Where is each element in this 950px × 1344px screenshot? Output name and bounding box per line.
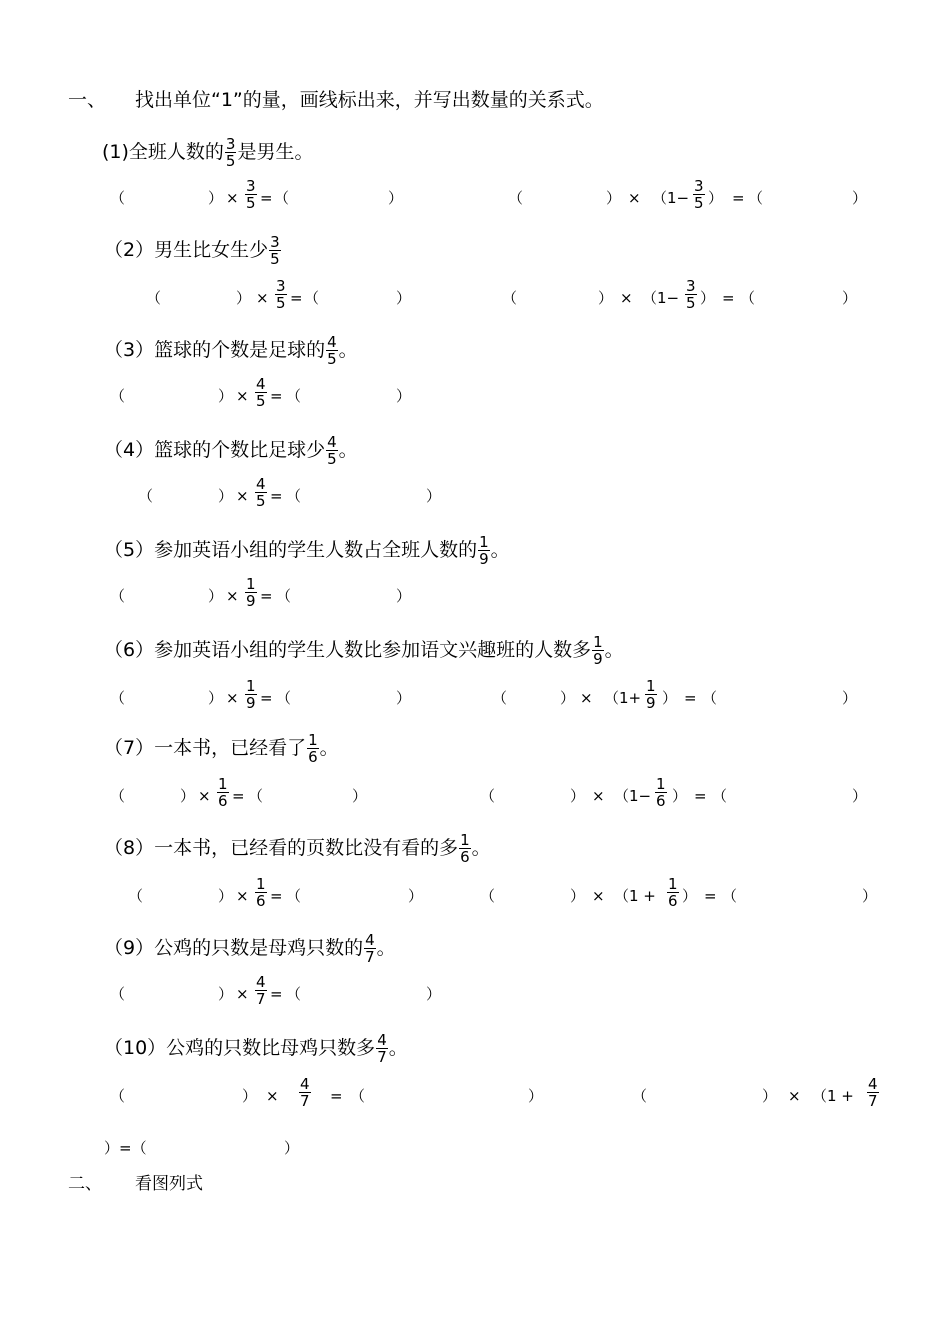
fraction: $\frac{1}{6}$ — [460, 831, 470, 866]
fraction: $\frac{3}{5}$ — [276, 277, 286, 312]
section-1-title: 找出单位“1”的量，画线标出来，并写出数量的关系式。 — [135, 89, 604, 111]
fraction: $\frac{1}{6}$ — [308, 731, 318, 766]
section-1-number: 一、 — [68, 89, 107, 111]
equation-5: （ ） × $\frac{1}{9}$ = （ ） — [110, 575, 412, 610]
equation-10a: （ ） × $\frac{4}{7}$ = （ ） — [110, 1075, 544, 1110]
equation-8a: （ ） × $\frac{1}{6}$ = （ ） — [128, 875, 424, 910]
fraction: $\frac{1}{6}$ — [668, 875, 678, 910]
fraction: $\frac{1}{9}$ — [593, 633, 603, 668]
fraction: $\frac{4}{7}$ — [300, 1075, 310, 1110]
section-2-number: 二、 — [68, 1174, 102, 1194]
fraction: $\frac{3}{5}$ — [694, 177, 704, 212]
section-2-title: 看图列式 — [135, 1174, 203, 1194]
question-3: （3）篮球的个数是足球的 $\frac{4}{5}$ 。 — [104, 333, 358, 368]
fraction: $\frac{1}{9}$ — [246, 677, 256, 712]
equation-2b: （ ） × （1− $\frac{3}{5}$ ） = （ ） — [502, 277, 858, 312]
equation-8b: （ ） × （1 + $\frac{1}{6}$ ） = （ ） — [480, 875, 878, 910]
fraction: $\frac{1}{9}$ — [646, 677, 656, 712]
question-6: （6）参加英语小组的学生人数比参加语文兴趣班的人数多 $\frac{1}{9}$ 。 — [104, 633, 624, 668]
fraction: $\frac{1}{9}$ — [479, 533, 489, 568]
equation-3: （ ） × $\frac{4}{5}$ = （ ） — [110, 375, 412, 410]
fraction: $\frac{1}{6}$ — [256, 875, 266, 910]
equation-2a: （ ） × $\frac{3}{5}$ = （ ） — [146, 277, 412, 312]
question-8: （8）一本书，已经看的页数比没有看的多 $\frac{1}{6}$ 。 — [104, 831, 491, 866]
question-9: （9）公鸡的只数是母鸡只数的 $\frac{4}{7}$ 。 — [104, 931, 396, 966]
equation-7b: （ ） × （1− $\frac{1}{6}$ ） = （ ） — [480, 775, 868, 810]
equation-6a: （ ） × $\frac{1}{9}$ = （ ） — [110, 677, 412, 712]
equation-10b: （ ） × （1 + $\frac{4}{7}$ — [632, 1075, 878, 1110]
fraction: $\frac{4}{7}$ — [365, 931, 375, 966]
fraction: $\frac{4}{7}$ — [256, 973, 266, 1008]
fraction: $\frac{3}{5}$ — [225, 135, 236, 170]
fraction: $\frac{1}{6}$ — [218, 775, 228, 810]
question-5: （5）参加英语小组的学生人数占全班人数的 $\frac{1}{9}$ 。 — [104, 533, 510, 568]
question-1: (1)全班人数的 $\frac{3}{5}$ 是男生。 — [102, 135, 314, 170]
fraction: $\frac{3}{5}$ — [686, 277, 696, 312]
question-2: （2）男生比女生少 $\frac{3}{5}$ — [104, 233, 280, 268]
fraction: $\frac{4}{7}$ — [868, 1075, 878, 1110]
fraction: $\frac{1}{9}$ — [246, 575, 256, 610]
fraction: $\frac{3}{5}$ — [270, 233, 280, 268]
fraction: $\frac{4}{7}$ — [377, 1031, 387, 1066]
equation-1b: （ ） × （1− $\frac{3}{5}$ ） = （ ） — [508, 177, 868, 212]
equation-9: （ ） × $\frac{4}{7}$ = （ ） — [110, 973, 442, 1008]
equation-10c: ）=（ ） — [104, 1139, 300, 1157]
question-10: （10）公鸡的只数比母鸡只数多 $\frac{4}{7}$ 。 — [104, 1031, 408, 1066]
fraction: $\frac{4}{5}$ — [327, 333, 337, 368]
fraction: $\frac{3}{5}$ — [246, 177, 256, 212]
equation-4: （ ） × $\frac{4}{5}$ = （ ） — [138, 475, 442, 510]
question-7: （7）一本书，已经看了 $\frac{1}{6}$ 。 — [104, 731, 339, 766]
equation-7a: （ ） × $\frac{1}{6}$ = （ ） — [110, 775, 368, 810]
equation-6b: （ ） × （1+ $\frac{1}{9}$ ） = （ ） — [492, 677, 858, 712]
equation-1a: （ ） × $\frac{3}{5}$ = （ ） — [110, 177, 404, 212]
fraction: $\frac{4}{5}$ — [256, 375, 266, 410]
fraction: $\frac{4}{5}$ — [256, 475, 266, 510]
question-4: （4）篮球的个数比足球少 $\frac{4}{5}$ 。 — [104, 433, 358, 468]
fraction: $\frac{1}{6}$ — [656, 775, 666, 810]
fraction: $\frac{4}{5}$ — [327, 433, 337, 468]
